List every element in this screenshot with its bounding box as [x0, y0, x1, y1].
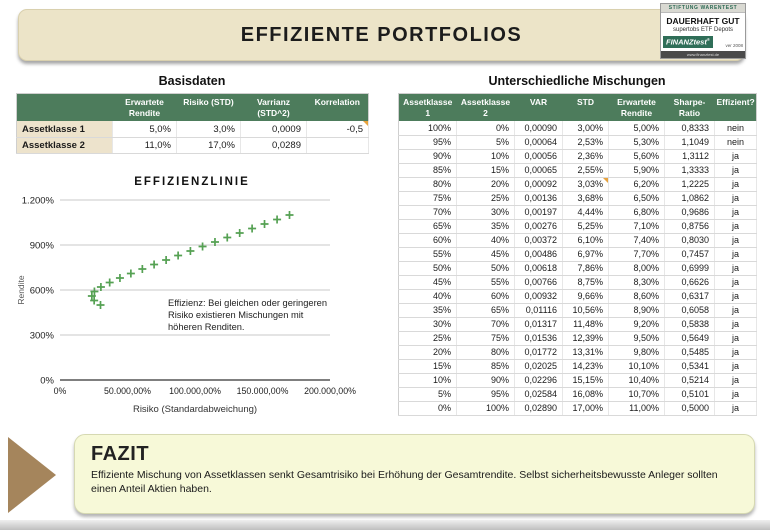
value-cell: 50% — [399, 261, 457, 275]
value-cell: 0,0009 — [241, 121, 307, 137]
value-cell: 70% — [457, 317, 515, 331]
value-cell: 20% — [457, 177, 515, 191]
value-cell: ja — [715, 247, 757, 261]
value-cell: ja — [715, 261, 757, 275]
value-cell: 2,36% — [563, 149, 609, 163]
value-cell: 0,5214 — [665, 373, 715, 387]
value-cell: 3,03% — [563, 177, 609, 191]
value-cell: 0,8333 — [665, 121, 715, 135]
value-cell: ja — [715, 373, 757, 387]
table-row — [399, 121, 757, 135]
y-tick-label: 0% — [40, 375, 54, 387]
table-row — [399, 303, 757, 317]
value-cell: 6,50% — [609, 191, 665, 205]
value-cell: 0,02890 — [515, 401, 563, 415]
chart-annotation: Effizienz: Bei gleichen oder geringeren — [168, 297, 328, 308]
data-point-plus-marker — [106, 278, 114, 286]
value-cell: 40% — [399, 289, 457, 303]
value-cell: 17,00% — [563, 401, 609, 415]
value-cell: 7,10% — [609, 219, 665, 233]
value-cell: 0,02584 — [515, 387, 563, 401]
data-point-plus-marker — [162, 256, 170, 264]
value-cell: 45% — [399, 275, 457, 289]
value-cell: 0,00932 — [515, 289, 563, 303]
value-cell: 0,00486 — [515, 247, 563, 261]
value-cell: 45% — [457, 247, 515, 261]
value-cell: 2,55% — [563, 163, 609, 177]
value-cell: 0,00065 — [515, 163, 563, 177]
value-cell: 0,00372 — [515, 233, 563, 247]
value-cell: ja — [715, 387, 757, 401]
value-cell: 10,56% — [563, 303, 609, 317]
value-cell: ja — [715, 205, 757, 219]
table-row — [17, 137, 369, 153]
value-cell: 40% — [457, 233, 515, 247]
value-cell: 5,0% — [113, 121, 177, 137]
value-cell: 35% — [457, 219, 515, 233]
value-cell: 0,0289 — [241, 137, 307, 153]
value-cell: 0,01536 — [515, 331, 563, 345]
value-cell: 100% — [399, 121, 457, 135]
value-cell: 0,00092 — [515, 177, 563, 191]
value-cell: 5,90% — [609, 163, 665, 177]
comment-marker-icon — [603, 178, 608, 183]
value-cell: 0,7457 — [665, 247, 715, 261]
value-cell: ja — [715, 303, 757, 317]
value-cell: 9,50% — [609, 331, 665, 345]
mischungen-col-header: Assetklasse 2 — [457, 94, 515, 122]
value-cell: 10,10% — [609, 359, 665, 373]
value-cell: 8,00% — [609, 261, 665, 275]
y-tick-label: 900% — [29, 240, 54, 252]
value-cell: 6,10% — [563, 233, 609, 247]
table-row — [399, 359, 757, 373]
value-cell: 3,68% — [563, 191, 609, 205]
value-cell: 25% — [457, 191, 515, 205]
table-row — [399, 247, 757, 261]
badge-rating-label: DAUERHAFT GUT — [666, 16, 740, 26]
badge-version-label: ver 2008 — [725, 42, 743, 48]
value-cell: 8,90% — [609, 303, 665, 317]
basisdaten-col-header: Risiko (STD) — [177, 94, 241, 122]
data-point-plus-marker — [127, 269, 135, 277]
table-row — [399, 233, 757, 247]
table-row — [399, 219, 757, 233]
value-cell: 35% — [399, 303, 457, 317]
fazit-arrow-icon — [8, 437, 56, 513]
data-point-plus-marker — [223, 233, 231, 241]
basisdaten-header-row — [17, 94, 369, 122]
right-column — [398, 74, 756, 416]
value-cell: 0,02296 — [515, 373, 563, 387]
value-cell: 5% — [457, 135, 515, 149]
value-cell: 0,6626 — [665, 275, 715, 289]
value-cell: 85% — [457, 359, 515, 373]
mischungen-header-row — [399, 94, 757, 122]
data-point-plus-marker — [116, 274, 124, 282]
value-cell: 14,23% — [563, 359, 609, 373]
value-cell: 5,30% — [609, 135, 665, 149]
value-cell: 75% — [457, 331, 515, 345]
value-cell: 0,5838 — [665, 317, 715, 331]
value-cell: 6,80% — [609, 205, 665, 219]
value-cell: 7,86% — [563, 261, 609, 275]
value-cell: ja — [715, 219, 757, 233]
value-cell: 7,70% — [609, 247, 665, 261]
badge-strip-label: STIFTUNG WARENTEST — [661, 4, 745, 13]
value-cell: ja — [715, 345, 757, 359]
data-point-plus-marker — [97, 301, 105, 309]
value-cell: 1,3333 — [665, 163, 715, 177]
table-row — [399, 135, 757, 149]
value-cell: 16,08% — [563, 387, 609, 401]
table-row — [399, 163, 757, 177]
value-cell: 6,20% — [609, 177, 665, 191]
value-cell: 90% — [457, 373, 515, 387]
value-cell: ja — [715, 191, 757, 205]
value-cell: 90% — [399, 149, 457, 163]
fazit-section — [0, 434, 770, 518]
page-title: EFFIZIENTE PORTFOLIOS — [240, 23, 523, 46]
table-row — [399, 177, 757, 191]
value-cell: 0,6999 — [665, 261, 715, 275]
value-cell: 0,00064 — [515, 135, 563, 149]
value-cell: 65% — [399, 219, 457, 233]
data-point-plus-marker — [248, 224, 256, 232]
value-cell: 0,00056 — [515, 149, 563, 163]
data-point-plus-marker — [174, 251, 182, 259]
chart-title: EFFIZIENZLINIE — [134, 175, 250, 188]
value-cell: 15% — [399, 359, 457, 373]
value-cell: 75% — [399, 191, 457, 205]
value-cell: 30% — [399, 317, 457, 331]
finanztest-award-badge — [660, 3, 746, 59]
value-cell: 85% — [399, 163, 457, 177]
table-row — [399, 205, 757, 219]
basisdaten-title: Basisdaten — [158, 74, 226, 88]
value-cell: 0,5485 — [665, 345, 715, 359]
fazit-box — [74, 434, 755, 514]
value-cell: 8,30% — [609, 275, 665, 289]
data-point-plus-marker — [261, 220, 269, 228]
value-cell: 0,00136 — [515, 191, 563, 205]
chart-annotation: höheren Renditen. — [168, 321, 245, 332]
value-cell: 12,39% — [563, 331, 609, 345]
table-row — [399, 261, 757, 275]
mischungen-col-header: Effizient? — [715, 94, 757, 122]
value-cell: 15% — [457, 163, 515, 177]
value-cell: 65% — [457, 303, 515, 317]
value-cell: 11,48% — [563, 317, 609, 331]
y-tick-label: 300% — [29, 330, 54, 342]
value-cell: 0,00766 — [515, 275, 563, 289]
value-cell: 0,00197 — [515, 205, 563, 219]
row-label-cell: Assetklasse 2 — [17, 137, 113, 153]
value-cell: 9,80% — [609, 345, 665, 359]
table-row — [399, 191, 757, 205]
value-cell: 0,8030 — [665, 233, 715, 247]
value-cell: 3,0% — [177, 121, 241, 137]
value-cell: 5,00% — [609, 121, 665, 135]
mischungen-table — [398, 93, 757, 416]
value-cell: 13,31% — [563, 345, 609, 359]
x-tick-label: 150.000,00% — [236, 385, 289, 396]
value-cell: 9,20% — [609, 317, 665, 331]
x-tick-label: 50.000,00% — [104, 385, 151, 396]
value-cell: 0,01116 — [515, 303, 563, 317]
value-cell: 30% — [457, 205, 515, 219]
value-cell: 0,5000 — [665, 401, 715, 415]
value-cell: ja — [715, 289, 757, 303]
left-column — [16, 74, 368, 432]
value-cell: 95% — [399, 135, 457, 149]
value-cell: nein — [715, 135, 757, 149]
data-point-plus-marker — [138, 265, 146, 273]
table-row — [399, 387, 757, 401]
table-row — [399, 317, 757, 331]
x-tick-label: 0% — [53, 385, 67, 396]
table-row — [399, 401, 757, 415]
y-tick-label: 1.200% — [21, 195, 54, 207]
mischungen-col-header: Erwartete Rendite — [609, 94, 665, 122]
value-cell: 0,6058 — [665, 303, 715, 317]
value-cell: 70% — [399, 205, 457, 219]
x-tick-label: 100.000,00% — [169, 385, 221, 396]
data-point-plus-marker — [150, 260, 158, 268]
page-header — [18, 9, 745, 61]
data-point-plus-marker — [286, 211, 294, 219]
data-point-plus-marker — [273, 215, 281, 223]
value-cell: nein — [715, 121, 757, 135]
data-point-plus-marker — [236, 229, 244, 237]
badge-subject-label: supertobs ETF Depots — [672, 27, 734, 33]
table-row — [399, 373, 757, 387]
data-point-plus-marker — [186, 247, 194, 255]
value-cell: 60% — [457, 289, 515, 303]
value-cell: 11,00% — [609, 401, 665, 415]
value-cell: 50% — [457, 261, 515, 275]
value-cell: 17,0% — [177, 137, 241, 153]
value-cell: 0% — [399, 401, 457, 415]
value-cell: ja — [715, 275, 757, 289]
value-cell: ja — [715, 317, 757, 331]
finanztest-logo: FINANZtest® — [663, 36, 713, 48]
value-cell: 0% — [457, 121, 515, 135]
value-cell: 0,01772 — [515, 345, 563, 359]
value-cell: 8,75% — [563, 275, 609, 289]
value-cell: 6,97% — [563, 247, 609, 261]
efficiency-frontier-chart — [16, 190, 368, 432]
value-cell: 10,40% — [609, 373, 665, 387]
value-cell: 0,00090 — [515, 121, 563, 135]
value-cell: ja — [715, 163, 757, 177]
value-cell: 55% — [457, 275, 515, 289]
chart-annotation: Risiko existieren Mischungen mit — [168, 309, 304, 320]
row-label-cell: Assetklasse 1 — [17, 121, 113, 137]
value-cell: 1,0862 — [665, 191, 715, 205]
value-cell: 15,15% — [563, 373, 609, 387]
comment-marker-icon — [363, 121, 368, 126]
value-cell: 0,02025 — [515, 359, 563, 373]
table-row — [399, 275, 757, 289]
value-cell: 25% — [399, 331, 457, 345]
value-cell: ja — [715, 177, 757, 191]
value-cell: ja — [715, 331, 757, 345]
mischungen-title: Unterschiedliche Mischungen — [488, 74, 666, 88]
value-cell: 9,66% — [563, 289, 609, 303]
mischungen-col-header: Assetklasse 1 — [399, 94, 457, 122]
basisdaten-col-header: Korrelation — [307, 94, 369, 122]
value-cell: -0,5 — [307, 121, 369, 137]
y-tick-label: 600% — [29, 285, 54, 297]
badge-url-label: www.finanztest.de — [661, 51, 745, 58]
value-cell: 0,5649 — [665, 331, 715, 345]
value-cell: 0,00276 — [515, 219, 563, 233]
x-axis-title: Risiko (Standardabweichung) — [132, 403, 258, 415]
value-cell: 2,53% — [563, 135, 609, 149]
value-cell: 0,5101 — [665, 387, 715, 401]
value-cell: 10,70% — [609, 387, 665, 401]
value-cell: 60% — [399, 233, 457, 247]
value-cell: ja — [715, 233, 757, 247]
value-cell: 0,01317 — [515, 317, 563, 331]
value-cell: 20% — [399, 345, 457, 359]
value-cell: ja — [715, 401, 757, 415]
value-cell: 5,25% — [563, 219, 609, 233]
value-cell: 11,0% — [113, 137, 177, 153]
value-cell: ja — [715, 149, 757, 163]
value-cell: 10% — [399, 373, 457, 387]
value-cell: 95% — [457, 387, 515, 401]
value-cell: 8,60% — [609, 289, 665, 303]
data-point-plus-marker — [199, 242, 207, 250]
value-cell: 55% — [399, 247, 457, 261]
value-cell: 80% — [457, 345, 515, 359]
value-cell: 4,44% — [563, 205, 609, 219]
value-cell: 0,5341 — [665, 359, 715, 373]
value-cell: 0,6317 — [665, 289, 715, 303]
mischungen-col-header: Sharpe-Ratio — [665, 94, 715, 122]
value-cell: 5,60% — [609, 149, 665, 163]
value-cell: ja — [715, 359, 757, 373]
value-cell: 7,40% — [609, 233, 665, 247]
value-cell: 3,00% — [563, 121, 609, 135]
table-row — [399, 149, 757, 163]
mischungen-col-header: VAR — [515, 94, 563, 122]
mischungen-col-header: STD — [563, 94, 609, 122]
basisdaten-col-header: Erwartete Rendite — [113, 94, 177, 122]
value-cell: 1,3112 — [665, 149, 715, 163]
value-cell: 0,8756 — [665, 219, 715, 233]
fazit-text: Effiziente Mischung von Assetklassen senkt Gesamtrisiko bei Erhöhung der Gesamtrendite. Selbst sicherheitsbewusste Anleger sollten einen Anteil Aktien haben. — [91, 469, 718, 496]
value-cell: 100% — [457, 401, 515, 415]
value-cell — [307, 137, 369, 153]
table-row — [399, 345, 757, 359]
value-cell: 1,1049 — [665, 135, 715, 149]
table-row — [17, 121, 369, 137]
value-cell: 0,00618 — [515, 261, 563, 275]
y-axis-title: Rendite — [16, 275, 26, 305]
value-cell: 1,2225 — [665, 177, 715, 191]
value-cell: 80% — [399, 177, 457, 191]
table-row — [399, 289, 757, 303]
value-cell: 0,9686 — [665, 205, 715, 219]
basisdaten-col-header: Varrianz (STD^2) — [241, 94, 307, 122]
table-row — [399, 331, 757, 345]
fazit-title: FAZIT — [91, 443, 150, 465]
basisdaten-col-header — [17, 94, 113, 122]
x-tick-label: 200.000,00% — [304, 385, 356, 396]
value-cell: 10% — [457, 149, 515, 163]
value-cell: 5% — [399, 387, 457, 401]
basisdaten-table — [16, 93, 369, 154]
page-bottom-edge — [0, 520, 770, 530]
